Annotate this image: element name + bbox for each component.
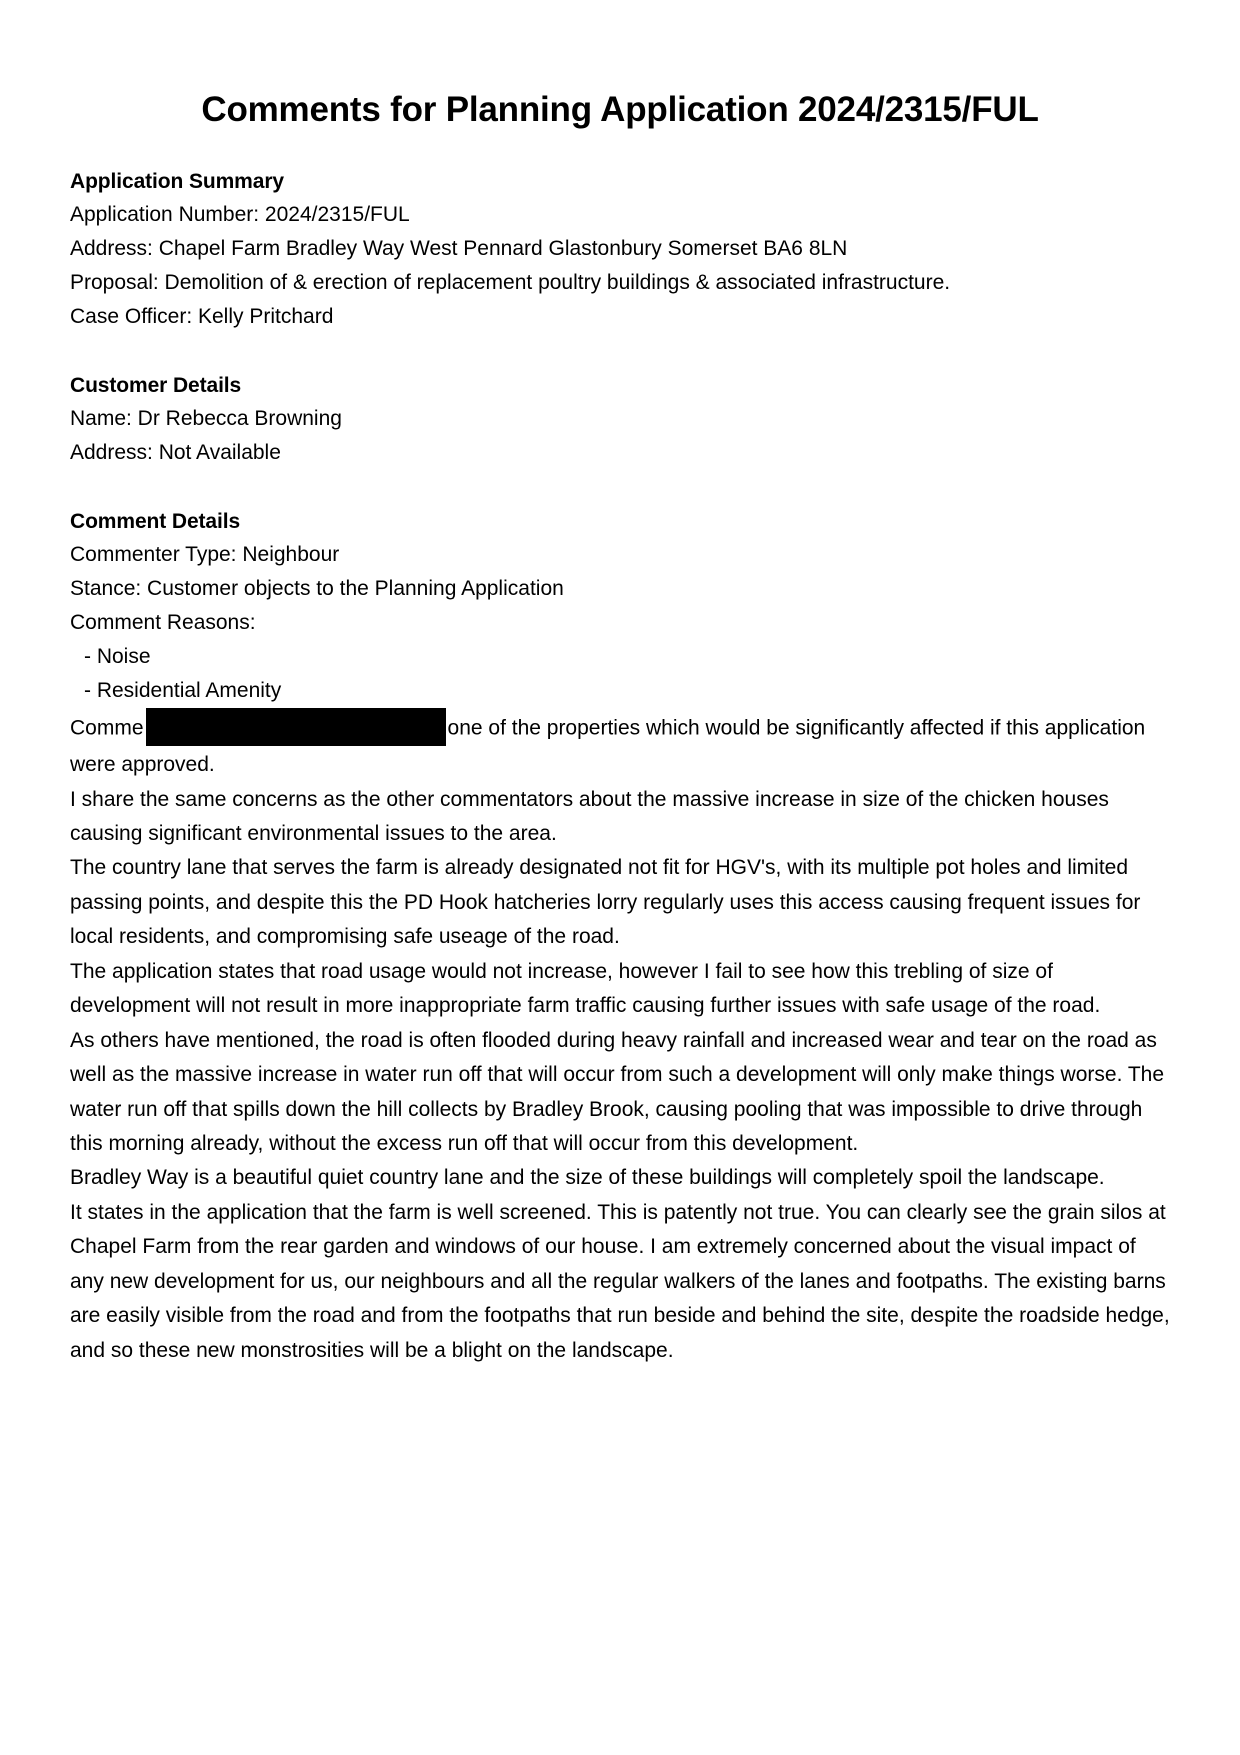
customer-name-line: Name: Dr Rebecca Browning (70, 407, 342, 431)
comment-reasons-label: Comment Reasons: (70, 611, 256, 635)
comment-reason-item: - Residential Amenity (84, 679, 282, 703)
address-line: Address: Chapel Farm Bradley Way West Pennard Glastonbury Somerset BA6 8LN (70, 237, 848, 261)
comment-after-redaction-text: one of the properties which would be significantly affected if this application were approved. (70, 716, 1146, 777)
comment-lead-text: Comme (70, 716, 144, 740)
customer-address-line: Address: Not Available (70, 441, 281, 465)
commenter-type-line: Commenter Type: Neighbour (70, 543, 340, 567)
comment-details-heading: Comment Details (70, 510, 241, 534)
comment-reason-item: - Noise (84, 645, 151, 669)
comment-paragraph: I share the same concerns as the other commentators about the massive increase in size of the chicken houses causing significant environmental issues to the area. (70, 787, 1109, 846)
application-summary-section (70, 170, 1170, 334)
application-number-line: Application Number: 2024/2315/FUL (70, 203, 410, 226)
comment-paragraph: The application states that road usage would not increase, however I fail to see how this trebling of size of development will not result in more inappropriate farm traffic causing further issues with safe usage of the road. (70, 959, 1101, 1018)
comment-paragraph: It states in the application that the farm is well screened. This is patently not true. You can clearly see the grain silos at Chapel Farm from the rear garden and windows of our house. I am extremely concerned about the visual impact of any new development for us, our neighbours and all the regular walkers of the lanes and footpaths. The existing barns are easily visible from the road and from the footpaths that run beside and behind the site, despite the roadside hedge, and so these new monstrosities will be a blight on the landscape. (70, 1200, 1170, 1362)
comment-paragraph: As others have mentioned, the road is often flooded during heavy rainfall and increased wear and tear on the road as well as the massive increase in water run off that will occur from such a development will only make things worse. The water run off that spills down the hill collects by Bradley Brook, causing pooling that was impossible to drive through this morning already, without the excess run off that will occur from this development. (70, 1028, 1165, 1155)
comment-first-paragraph (70, 710, 1170, 782)
application-summary-heading: Application Summary (70, 170, 284, 193)
redaction-block (146, 708, 446, 746)
comment-paragraph: Bradley Way is a beautiful quiet country lane and the size of these buildings will completely spoil the landscape. (70, 1166, 1105, 1190)
comment-paragraph: The country lane that serves the farm is already designated not fit for HGV's, with its multiple pot holes and limited passing points, and despite this the PD Hook hatcheries lorry regularly uses this access causing frequent issues for local residents, and compromising safe useage of the road. (70, 856, 1141, 949)
comment-body (70, 710, 1170, 1368)
customer-details-section (70, 374, 1170, 470)
comment-details-section (70, 510, 1170, 1368)
stance-line: Stance: Customer objects to the Planning Application (70, 577, 564, 601)
case-officer-line: Case Officer: Kelly Pritchard (70, 305, 334, 329)
page-title: Comments for Planning Application 2024/2315/FUL (201, 90, 1039, 129)
customer-details-heading: Customer Details (70, 374, 242, 398)
proposal-line: Proposal: Demolition of & erection of replacement poultry buildings & associated infrastructure. (70, 271, 951, 295)
